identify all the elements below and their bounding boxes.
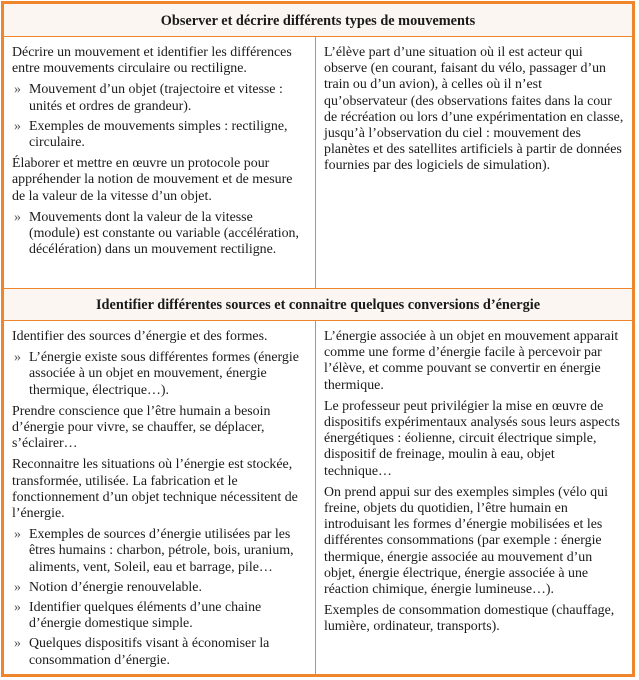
list-item: » Mouvements dont la valeur de la vitesse (module) est constante ou variable (accélération, décélération) dans un mouvement rectiligne.	[12, 210, 307, 259]
list-item: » Identifier quelques éléments d’une chaine d’énergie domestique simple.	[12, 600, 307, 632]
section-title-energy: Identifier différentes sources et connaitre quelques conversions d’énergie	[4, 288, 632, 321]
section2-left-column	[4, 321, 315, 674]
section1-right-p1: L’élève part d’une situation où il est acteur qui observe (en courant, faisant du vélo, passager d’un train ou d’un avion), à celles où il n’est qu’observateur (des observations faites dans la cour de récréation ou lors d’une expérimentation en classe, jusqu’à l’observation du ciel : mouvement des planètes et des satellites artificiels à partir de données fournies par des logiciels de simulation).	[324, 45, 624, 174]
list-item: » Exemples de mouvements simples : rectiligne, circulaire.	[12, 119, 307, 151]
section1-left-list2	[12, 210, 307, 259]
list-item: » Exemples de sources d’énergie utilisées par les êtres humains : charbon, pétrole, bois, uranium, aliments, vent, Soleil, eau et barrage, pile…	[12, 527, 307, 576]
section2-left-p3: Reconnaitre les situations où l’énergie est stockée, transformée, utilisée. La fabrication et le fonctionnement d’un objet technique nécessitent de l’énergie.	[12, 457, 298, 522]
list-item: » L’énergie existe sous différentes formes (énergie associée à un objet en mouvement, énergie thermique, électrique…).	[12, 350, 307, 399]
section2-right-p1: L’énergie associée à un objet en mouvement apparait comme une forme d’énergie facile à percevoir par l’élève, et comme pouvant se convertir en énergie thermique.	[324, 329, 619, 393]
list-item: » Notion d’énergie renouvelable.	[12, 580, 307, 596]
list-item: » Mouvement d’un objet (trajectoire et vitesse : unités et ordres de grandeur).	[12, 82, 307, 114]
section2-left-p2: Prendre conscience que l’être humain a besoin d’énergie pour vivre, se chauffer, se déplacer, s’éclairer…	[12, 403, 271, 452]
section2-right-p2: Le professeur peut privilégier la mise en œuvre de dispositifs expérimentaux analysés sous leurs aspects énergétiques : éolienne, circuit électrique simple, dispositif de freinage, moulin à eau, objet technique…	[324, 398, 620, 479]
section1-right-column	[316, 37, 632, 288]
section1-left-list1	[12, 82, 307, 151]
section-title-movements: Observer et décrire différents types de mouvements	[4, 4, 632, 37]
section2-right-p4: Exemples de consommation domestique (chauffage, lumière, ordinateur, transports).	[324, 603, 615, 635]
list-item: » Quelques dispositifs visant à économiser la consommation d’énergie.	[12, 636, 307, 668]
section1-left-column	[4, 37, 315, 288]
section2-left-list2	[12, 527, 307, 669]
section2-left-list1	[12, 350, 307, 399]
section1-left-p1: Décrire un mouvement et identifier les différences entre mouvements circulaire ou rectiligne.	[12, 45, 292, 77]
section2-left-p1: Identifier des sources d’énergie et des formes.	[12, 329, 268, 344]
section2-right-p3: On prend appui sur des exemples simples (vélo qui freine, objets du quotidien, l’être humain en introduisant les formes d’énergie mobilisées et les différentes consommations (par exemple : énergie thermique, énergie associée au mouvement d’un objet, énergie électrique, énergie associée à une réaction chimique, énergie lumineuse…).	[324, 484, 608, 598]
curriculum-table	[1, 1, 635, 677]
section1-left-p2: Élaborer et mettre en œuvre un protocole pour appréhender la notion de mouvement et de mesure de la valeur de la vitesse d’un objet.	[12, 156, 293, 204]
section2-right-column	[316, 321, 632, 674]
